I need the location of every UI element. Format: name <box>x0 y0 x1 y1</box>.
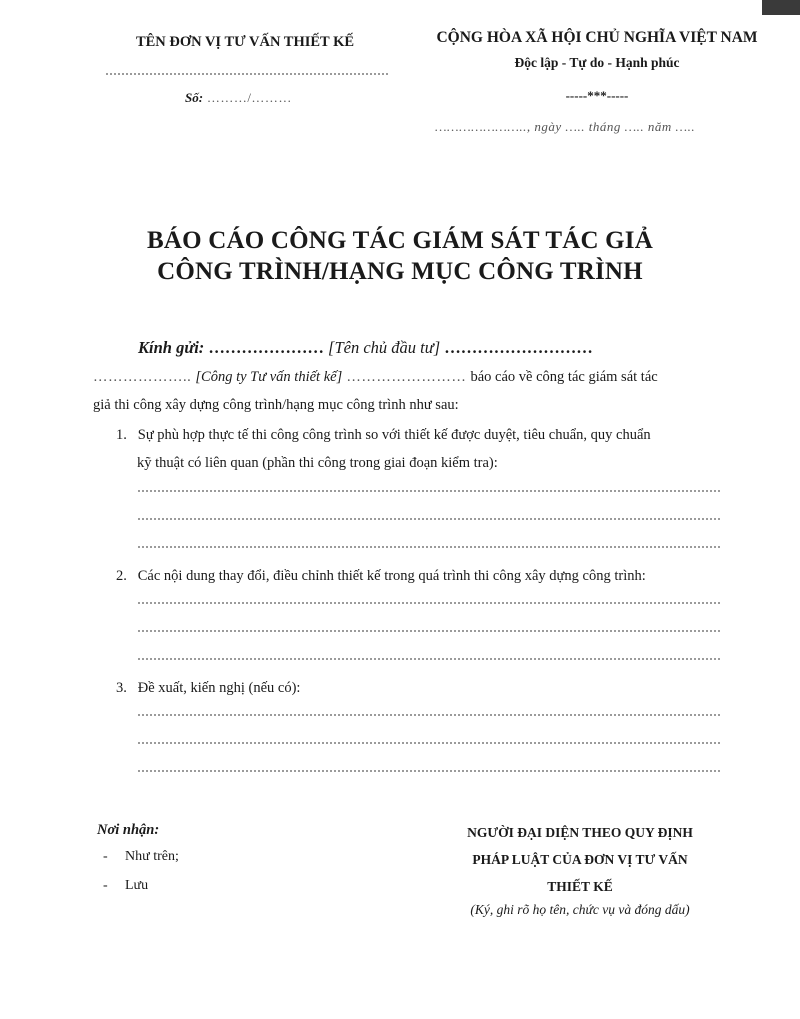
investor-placeholder: [Tên chủ đầu tư] <box>328 338 441 357</box>
salutation-label: Kính gửi: <box>138 338 205 357</box>
document-title-line2: CÔNG TRÌNH/HẠNG MỤC CÔNG TRÌNH <box>157 258 643 285</box>
intro-blank-after: …………………… <box>342 369 471 385</box>
recipient-text: Như trên; <box>125 849 179 864</box>
intro-line1 <box>93 369 658 386</box>
blank-line <box>137 490 720 492</box>
blank-line <box>137 770 720 772</box>
item-1 <box>116 427 651 444</box>
recipient-text: Lưu <box>125 878 149 893</box>
republic-name: CỘNG HÒA XÃ HỘI CHỦ NGHĨA VIỆT NAM <box>436 29 758 46</box>
org-name: TÊN ĐƠN VỊ TƯ VẤN THIẾT KẾ <box>135 34 355 50</box>
corner-overlay <box>762 0 800 15</box>
item-text: Đề xuất, kiến nghị (nếu có): <box>137 680 301 696</box>
item-3 <box>116 680 300 697</box>
signature-line2: PHÁP LUẬT CỦA ĐƠN VỊ TƯ VẤN <box>472 852 688 867</box>
signature-note: (Ký, ghi rõ họ tên, chức vụ và đóng dấu) <box>470 902 690 917</box>
doc-number-label: Số: <box>185 90 204 105</box>
company-placeholder: [Công ty Tư vấn thiết kế] <box>195 369 343 385</box>
item-1-continued: kỹ thuật có liên quan (phần thi công trong giai đoạn kiểm tra): <box>137 455 498 471</box>
blank-line <box>137 546 720 548</box>
blank-line <box>137 742 720 744</box>
blank-line <box>137 714 720 716</box>
item-number: 3. <box>116 680 127 696</box>
document-title-line1: BÁO CÁO CÔNG TÁC GIÁM SÁT TÁC GIẢ <box>147 227 653 254</box>
item-number: 1. <box>116 427 127 443</box>
recipient-item <box>103 849 179 865</box>
blank-line <box>137 658 720 660</box>
signature-line1: NGƯỜI ĐẠI DIỆN THEO QUY ĐỊNH <box>467 825 693 840</box>
doc-number-blank: ………/……… <box>203 90 292 105</box>
intro-text-1: báo cáo về công tác giám sát tác <box>470 369 658 385</box>
list-dash: - <box>103 849 108 864</box>
item-text: Các nội dung thay đổi, điều chỉnh thiết kế trong quá trình thi công xây dựng công trình: <box>137 568 646 584</box>
national-motto: Độc lập - Tự do - Hạnh phúc <box>514 55 680 70</box>
org-name-blank <box>105 73 390 75</box>
salutation <box>138 338 593 358</box>
item-number: 2. <box>116 568 127 584</box>
recipients-label: Nơi nhận: <box>97 822 160 838</box>
doc-number <box>185 90 292 106</box>
blank-line <box>137 630 720 632</box>
intro-blank-before: ……………….. <box>93 369 196 385</box>
blank-line <box>137 602 720 604</box>
signature-line3: THIẾT KẾ <box>547 879 613 894</box>
date-line: ………………….., ngày ….. tháng ….. năm ….. <box>435 119 696 134</box>
item-text: Sự phù hợp thực tế thi công công trình so với thiết kế được duyệt, tiêu chuẩn, quy chuẩn <box>137 427 651 443</box>
list-dash: - <box>103 878 108 893</box>
blank-line <box>137 518 720 520</box>
recipient-item <box>103 878 148 894</box>
salutation-blank-before: ………………… <box>204 338 329 357</box>
ornament-divider: -----***----- <box>565 88 629 103</box>
signature-title <box>420 819 740 900</box>
salutation-blank-after: ……………………… <box>440 338 593 357</box>
item-2 <box>116 568 646 585</box>
intro-line2: giả thi công xây dựng công trình/hạng mục công trình như sau: <box>93 397 459 413</box>
